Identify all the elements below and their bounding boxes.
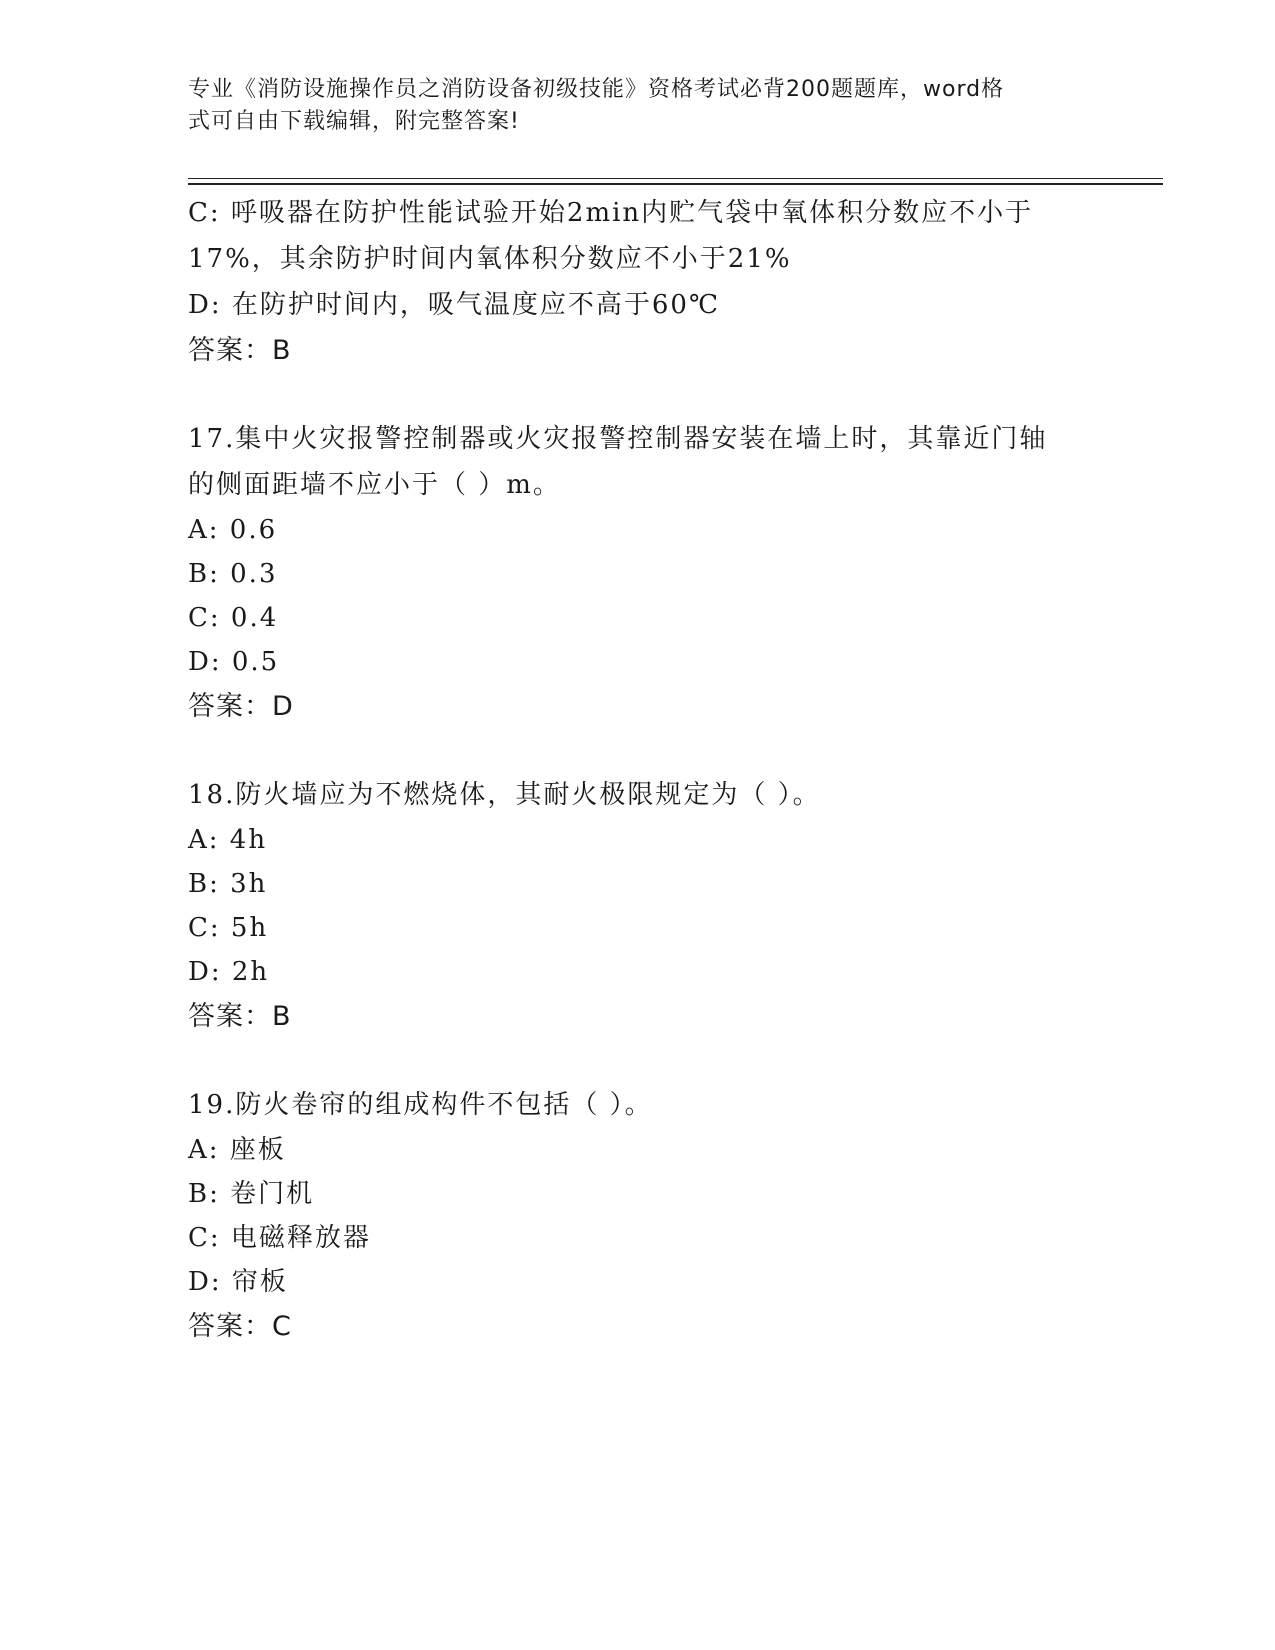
- question-18-block: [188, 772, 1088, 1040]
- question-content: [188, 190, 1088, 1350]
- header-divider-thick: [188, 183, 1163, 185]
- answer-line: 答案：D: [188, 691, 294, 722]
- option-c: C: 0.4: [188, 603, 279, 633]
- option-d: D: 帘板: [188, 1267, 288, 1297]
- question-spacer: [188, 1040, 1088, 1082]
- previous-question-block: [188, 190, 1088, 374]
- header-divider-thin: [188, 178, 1163, 179]
- option-c-line-2: 17%，其余防护时间内氧体积分数应不小于21%: [188, 244, 792, 274]
- question-19-block: [188, 1082, 1088, 1350]
- question-spacer: [188, 730, 1088, 772]
- option-b: B: 卷门机: [188, 1179, 315, 1209]
- option-a: A: 座板: [188, 1135, 286, 1165]
- answer-line: 答案：B: [188, 335, 292, 366]
- option-c: C: 电磁释放器: [188, 1223, 371, 1253]
- answer-line: 答案：B: [188, 1001, 292, 1032]
- question-stem-line-1: 17.集中火灾报警控制器或火灾报警控制器安装在墙上时，其靠近门轴: [188, 424, 1048, 454]
- question-stem-line-2: 的侧面距墙不应小于（ ）m。: [188, 470, 561, 500]
- answer-line: 答案：C: [188, 1311, 292, 1342]
- option-d: D: 2h: [188, 957, 270, 987]
- question-stem: 18.防火墙应为不燃烧体，其耐火极限规定为（ ）。: [188, 780, 821, 810]
- option-b: B: 3h: [188, 869, 268, 899]
- header-title-line-1: 专业《消防设施操作员之消防设备初级技能》资格考试必背200题题库，word格: [188, 77, 1005, 102]
- option-a: A: 4h: [188, 825, 268, 855]
- question-17-block: [188, 416, 1088, 730]
- header-title-line-2: 式可自由下载编辑，附完整答案!: [188, 109, 520, 134]
- option-c-line-1: C: 呼吸器在防护性能试验开始2min内贮气袋中氧体积分数应不小于: [188, 198, 1034, 228]
- question-stem: 19.防火卷帘的组成构件不包括（ ）。: [188, 1090, 653, 1120]
- question-spacer: [188, 374, 1088, 416]
- option-a: A: 0.6: [188, 515, 278, 545]
- option-d: D: 在防护时间内，吸气温度应不高于60℃: [188, 290, 721, 320]
- option-b: B: 0.3: [188, 559, 278, 589]
- document-header: [188, 74, 1068, 138]
- option-d: D: 0.5: [188, 647, 280, 677]
- option-c: C: 5h: [188, 913, 269, 943]
